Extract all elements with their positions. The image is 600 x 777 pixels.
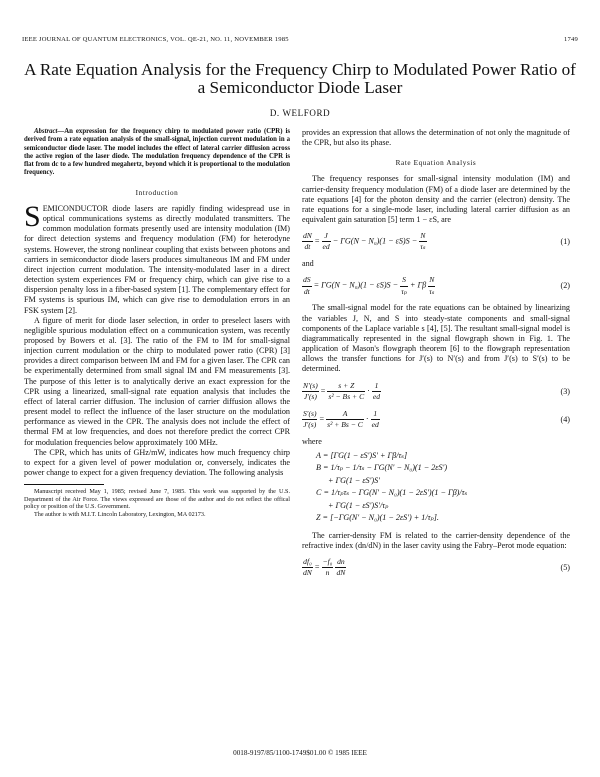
- coefficient-definitions: [316, 450, 570, 525]
- def-b-cont: + ΓG(1 − εS′)S′: [328, 475, 380, 485]
- def-c: C = 1/τₚτₛ − ΓG(N′ − N₀)(1 − 2εS′)(1 − Γβ)/τₛ: [316, 488, 468, 498]
- running-header: [22, 36, 578, 48]
- right-column: [302, 128, 570, 585]
- copyright-footer: 0018-9197/85/1100-1749$01.00 © 1985 IEEE: [233, 749, 367, 757]
- journal-header: IEEE JOURNAL OF QUANTUM ELECTRONICS, VOL. QE-21, NO. 11, NOVEMBER 1985: [22, 36, 289, 43]
- author-name: D. WELFORD: [269, 108, 331, 118]
- def-a: A = [ΓG(1 − εS′)S′ + Γβ/τₛ]: [316, 450, 408, 460]
- equation-number-2: (2): [560, 281, 570, 291]
- equation-2: $\frac{dS}{dt}$ = ΓG(N − N₀)(1 − εS)S − $\frac{S}{\text{τₚ}}$ + Γβ $\frac{N}{\text{τₛ}}$ (2): [303, 275, 570, 296]
- equation-5: $\frac{\text{df₀}}{dN}$ = $\frac{\text{−f₀}}{n}$ $\frac{dn}{dN}$ (5): [303, 556, 570, 578]
- equation-3: $\frac{N'(s)}{J'(s)}$ = $\frac{s + Z}{\text{s² − Bs + C}}$ · $\frac{1}{ed}$ (3): [303, 380, 570, 401]
- def-z: Z = [−ΓG(N′ − N₀)(1 − 2εS′) + 1/τₚ].: [316, 513, 439, 523]
- def-c-cont: + ΓG(1 − εS′)S′/τₚ: [328, 500, 389, 510]
- intro-paragraph-2: A figure of merit for diode laser selection, in order to preselect lasers with negligible spurious modulation effect on a communication system, was recently proposed by Bowers et al. [3]. The ratio of the FM to IM for small-signal injection current modulation or the chirp to modulated power ratio (CPR) [3] provides a direct comparison between IM and FM for a given laser. The CPR can be experimentally determined from small signal IM and FM measurements [3]. The purpose of this letter is to analytically derive an exact expression for the CPR using a linearized, small-signal rate equation analysis that includes the effect of lateral carrier diffusion. The inclusion of carrier diffusion allows the present model to reflect the influence of the laser structure on the modulation performance as viewed in the CPR. The analysis does not include the effect of thermal FM at low frequencies, and does not therefore predict the correct CPR for modulation frequencies below approximately 100 MHz.: [24, 315, 290, 447]
- drop-cap: S: [24, 199, 41, 233]
- footnote-affiliation: The author is with M.I.T. Lincoln Laboratory, Lexington, MA 02173.: [34, 510, 206, 518]
- intro-paragraph-1: SEMICONDUCTOR diode lasers are rapidly finding widespread use in optical communications systems as directly modulated transmitters. The common modulation formats presently used are intensity modulation (IM) for direct detection systems and frequency modulation (FM) for heterodyne systems. However, the strong nonlinear coupling that exists between photons and carriers in semiconductor diode lasers produces simultaneous IM and FM under direct injection current modulation. The intensity-modulated laser in a direct detection system experiences FM or frequency chirp, which can give rise to a dispersion penalty loss in a fiber-based system [1]. The complementary effect for FM systems is spurious IM, which can give rise to demodulation errors in an FSK system [2].: [24, 199, 290, 315]
- equation-1: $\frac{dN}{dt}$ = $\frac{J}{ed}$ − ΓG(N − N₀)(1 − εS)S − $\frac{N}{\text{τₛ}}$ (1): [303, 231, 570, 252]
- intro-paragraph-3: The CPR, which has units of GHz/mW, indicates how much frequency chirp to expect for a given level of power modulation or, conversely, indicates the power change to expect for a given frequency deviation. The following analysis: [24, 447, 290, 477]
- abstract: [24, 128, 290, 178]
- left-column: [24, 128, 290, 518]
- rate-paragraph-3: The carrier-density FM is related to the carrier-density dependence of the refractive index (dn/dN) in the laser cavity using the Fabry–Perot mode equation:: [302, 530, 570, 550]
- rate-paragraph-2: The small-signal model for the rate equations can be obtained by linearizing the variables J, N, and S into steady-state components and small-signal components of the Laplace variable s [4], [5]. The resultant small-signal model is diagrammatically represented in the signal flowgraph shown in Fig. 1. The application of Mason's flowgraph theorem [6] to the flowgraph representation allows the transfer functions for J′(s) to N′(s) and from J′(s) to S′(s) to be determined.: [302, 303, 570, 374]
- equation-number-3: (3): [560, 386, 570, 396]
- rate-equation-heading: Rate Equation Analysis: [395, 159, 477, 168]
- footnote-manuscript: Manuscript received May 1, 1985; revised June 7, 1985. This work was supported by the U.S. Department of the Air Force. The views expressed are those of the author and do not reflect the offical policy or position of the U.S. Government.: [24, 488, 290, 511]
- rate-paragraph-1: The frequency responses for small-signal intensity modulation (IM) and carrier-density frequency modulation (FM) of a diode laser are determined by the rate equations [4] for the photon density and the carrier (electron) density. The rate equations for a single-mode laser, including lateral carrier diffusion as an equivalent gain saturation [5] term 1 − εS, are: [302, 174, 570, 225]
- equation-number-1: (1): [560, 237, 570, 247]
- equation-4: $\frac{S'(s)}{J'(s)}$ = $\frac{A}{\text{s² + Bs − C}}$ · $\frac{1}{ed}$ (4): [303, 408, 570, 429]
- page-number: 1749: [564, 36, 578, 43]
- where-text: where: [302, 436, 322, 446]
- equation-number-5: (5): [560, 562, 570, 572]
- intro-continuation: provides an expression that allows the determination of not only the magnitude of the CPR, but also its phase.: [302, 128, 570, 148]
- introduction-heading: Introduction: [135, 188, 179, 197]
- abstract-text: —An expression for the frequency chirp to modulated power ratio (CPR) is derived from a rate equation analysis of the small-signal, injection current modulation in a semiconductor diode laser. The model includes the effect of lateral carrier diffusion across the active region of the laser diode. The modulation frequency dependence of the CPR is flat from dc to a few hundred megahertz, beyond which it is proportional to the modulation frequency.: [24, 128, 290, 177]
- abstract-label: Abstract: [34, 128, 58, 135]
- paper-title: A Rate Equation Analysis for the Frequency Chirp to Modulated Power Ratio of a Semiconductor Diode Laser: [24, 60, 576, 97]
- equation-number-4: (4): [560, 414, 570, 424]
- def-b: B = 1/τₚ − 1/τₛ − ΓG(N′ − N₀)(1 − 2εS′): [316, 463, 448, 473]
- and-text: and: [302, 259, 314, 269]
- footnote-rule: [24, 484, 104, 485]
